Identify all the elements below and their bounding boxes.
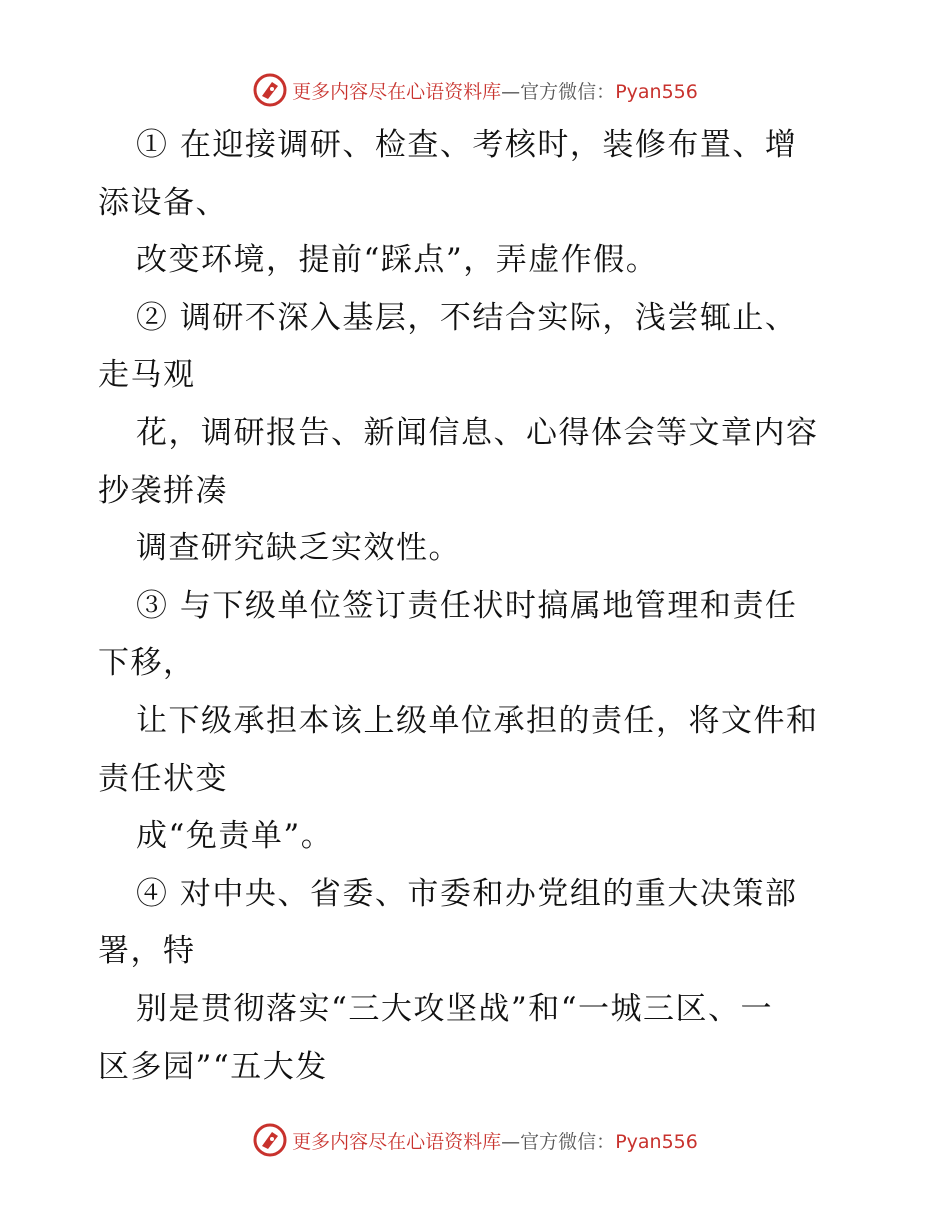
text-line: ③ 与下级单位签订责任状时搞属地管理和责任 xyxy=(136,587,798,624)
watermark-wechat-id: Pyan556 xyxy=(615,1130,698,1153)
watermark-text xyxy=(292,1127,698,1154)
watermark-wechat-id: Pyan556 xyxy=(615,80,698,103)
pen-nib-logo-icon xyxy=(252,72,288,108)
text-line: 区多园”“五大发 xyxy=(98,1048,328,1085)
watermark-separator: — xyxy=(501,80,521,103)
text-line: 改变环境，提前“踩点”，弄虚作假。 xyxy=(136,242,659,279)
header-watermark xyxy=(0,70,950,110)
text-line: 责任状变 xyxy=(98,760,228,797)
watermark-separator: — xyxy=(501,1130,521,1153)
text-line: 成“免责单”。 xyxy=(136,818,334,855)
text-line: ④ 对中央、省委、市委和办党组的重大决策部 xyxy=(136,875,798,912)
text-line: ② 调研不深入基层，不结合实际，浅尝辄止、 xyxy=(136,299,798,336)
watermark-official-label: 官方微信： xyxy=(520,1130,616,1153)
pen-nib-logo-icon xyxy=(252,1122,288,1158)
text-line: 调查研究缺乏实效性。 xyxy=(136,530,461,567)
text-line: 让下级承担本该上级单位承担的责任，将文件和 xyxy=(136,702,819,739)
text-line: 花，调研报告、新闻信息、心得体会等文章内容 xyxy=(136,414,819,451)
text-line: 抄袭拼凑 xyxy=(98,472,228,509)
watermark-text xyxy=(292,77,698,104)
text-line: 添设备、 xyxy=(98,184,228,221)
footer-watermark xyxy=(0,1120,950,1160)
watermark-brand: 更多内容尽在心语资料库 xyxy=(292,80,502,103)
document-body xyxy=(98,117,858,1096)
text-line: 别是贯彻落实“三大攻坚战”和“一城三区、一 xyxy=(136,990,774,1027)
text-line: 走马观 xyxy=(98,357,196,394)
text-line: ① 在迎接调研、检查、考核时，装修布置、增 xyxy=(136,127,798,163)
text-line: 署，特 xyxy=(98,933,196,970)
watermark-official-label: 官方微信： xyxy=(520,80,616,103)
text-line: 下移， xyxy=(98,645,196,682)
watermark-brand: 更多内容尽在心语资料库 xyxy=(292,1130,502,1153)
